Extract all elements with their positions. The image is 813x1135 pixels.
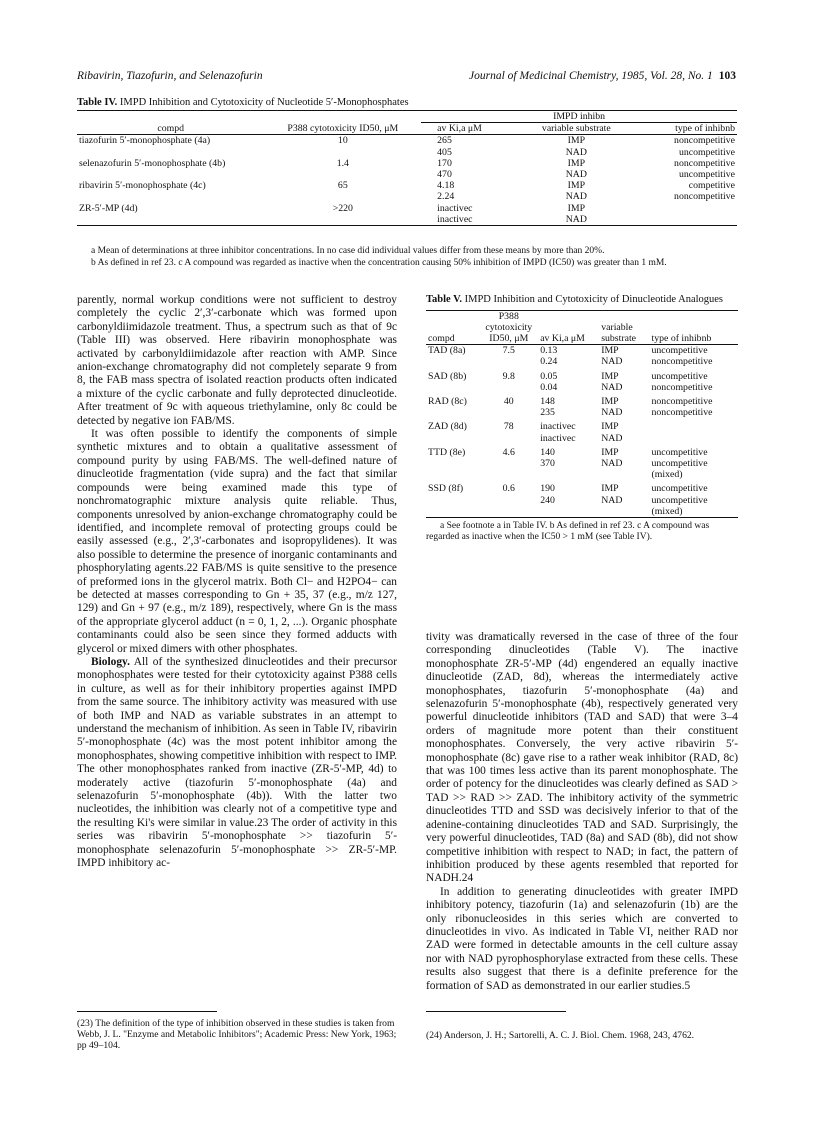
table4-cell-ki: 405: [437, 146, 452, 158]
footnote-24: (24) Anderson, J. H.; Sartorelli, A. C. J. Biol. Chem. 1968, 243, 4762.: [426, 1030, 695, 1041]
table5-body: [426, 345, 738, 518]
table5-cell-compd: [426, 356, 483, 370]
table4-cell-compd: [77, 191, 264, 202]
table5-block: [426, 294, 738, 544]
table-row: [426, 396, 738, 407]
table5-col-p388: P388 cytotoxicity ID50, μM: [485, 310, 533, 344]
table5-cell-ki: 240: [540, 494, 555, 506]
table5-cell-substrate: NAD: [601, 432, 623, 444]
table5-cell-ki: inactivec: [540, 432, 576, 444]
table5-label: Table V.: [426, 294, 462, 305]
table4-col-type: type of inhibnb: [675, 123, 735, 135]
table-row: [426, 407, 738, 421]
footnote-rule-left: [77, 1011, 217, 1012]
table-row: [77, 147, 737, 158]
table-row: [426, 483, 738, 494]
table4-cell-type: noncompetitive: [674, 135, 735, 147]
table5-cell-type: uncompetitive: [651, 446, 708, 458]
table4-cell-compd: [77, 169, 264, 180]
table5-title: IMPD Inhibition and Cytotoxicity of Dinucleotide Analogues: [464, 294, 724, 305]
table4-cell-type: noncompetitive: [674, 191, 735, 203]
table4-cell-ki: 170: [437, 157, 452, 169]
table5-cell-p388: 40: [503, 395, 514, 407]
table-row: [77, 203, 737, 214]
table-row: [77, 191, 737, 202]
table4-cell-ki: 470: [437, 169, 452, 181]
table4-cell-p388: [264, 214, 421, 226]
table4-footnote-bc: b As defined in ref 23. c A compound was regarded as inactive when the concentration causing 50% inhibition of IMPD (IC50) was greater than 1 mM.: [91, 257, 667, 268]
table5-cell-type: uncompetitive: [651, 370, 708, 382]
table-row: [77, 169, 737, 180]
table-row: [426, 495, 738, 518]
left-paragraph-2: It was often possible to identify the components of simple synthetic mixtures and to obtain a qualitative assessment of compound purity by using FAB/MS. The well-defined nature of dinucleotide fragmentation (vide supra) and the fact that similar compounds were being examined made this type of nonchromatographic mixture analysis quite reliable. Thus, components unresolved by anion-exchange chromatography could be identified, and incomplete removal of protecting groups could be easily assessed (e.g., 2′,3′-carbonates and isopropylidenes). It was also possible to determine the presence of inorganic contaminants and phosphorylating agents.22 FAB/MS is quite sensitive to the presence of preformed ions in the glycerol matrix. Both Cl− and H2PO4− can be detected at masses corresponding to Gn + 35, 37 (e.g., m/z 127, 129) and Gn + 97 (e.g., m/z 189), respectively, where Gn is the mass of the appropriate glycerol adduct (n = 0, 1, 2, ...). Organic phosphate contaminants could also be seen since they formed adducts with glycerol or mixed dimers with other phosphates.: [77, 428, 397, 655]
table4-body: [77, 135, 737, 226]
table5-col-type: type of inhibnb: [650, 310, 739, 345]
table5-cell-substrate: NAD: [601, 457, 623, 469]
table4-col-p388: P388 cytotoxicity ID50, μM: [287, 122, 399, 134]
running-header-journal: Journal of Medicinal Chemistry, 1985, Vol. 28, No. 1 103: [469, 70, 736, 82]
table5-cell-substrate: IMP: [601, 395, 619, 407]
table4-footnotes: [77, 246, 737, 269]
table4-cell-substrate: IMP: [567, 202, 586, 214]
table5-cell-substrate: NAD: [601, 494, 623, 506]
table5-cell-p388: [483, 495, 534, 518]
table-row: [77, 214, 737, 226]
left-column: [77, 294, 397, 870]
running-header: [77, 70, 736, 86]
table4-cell-p388: 65: [337, 180, 348, 192]
table4-cell-substrate: IMP: [567, 180, 586, 192]
table5-cell-substrate: IMP: [601, 370, 619, 382]
table5-caption: [426, 294, 738, 307]
footnote-23: (23) The definition of the type of inhibition observed in these studies is taken from Webb, J. L. "Enzyme and Metabolic Inhibitors"; Academic Press: New York, 1963; pp 49–104.: [77, 1018, 397, 1052]
table4-cell-compd: ZR-5′-MP (4d): [79, 202, 138, 214]
left-paragraph-3: Biology. All of the synthesized dinucleotides and their precursor monophosphates were tested for their cytotoxicity against P388 cells in culture, as well as for their inhibitory properties against IMPD from the same source. The inhibitory activity was measured with use of both IMP and NAD as variable substrates in an attempt to understand the mechanism of inhibition. As seen in Table IV, ribavirin 5′-monophosphate (4c) was the most potent inhibitor among the monophosphates, showing competitive inhibition with respect to IMP. The other monophosphates ranked from inactive (ZR-5′-MP, 4d) to moderately active (tiazofurin 5′-monophosphate (4a) and selenazofurin 5′-monophosphate (4b)). With the latter two nucleotides, the inhibition was clearly not of a competitive type and the resulting Ki's were similar in value.23 The order of activity in this series was ribavirin 5′-monophosphate >> tiazofurin 5′-monophosphate selenazofurin 5′-monophosphate >> ZR-5′-MP. IMPD inhibitory ac-: [77, 655, 397, 870]
left-paragraph-1: parently, normal workup conditions were not sufficient to destroy completely the cyclic 2′,3′-carbonate which was formed upon carbonyldiimidazole treatment. Thus, a spectrum such as that of 9c (Table III) was observed. Here ribavirin monophosphate was activated by carbonyldiimidazole after reaction with AMP. Since anion-exchange chromatography did not completely separate 9 from 8, the FAB mass spectra of isolated reaction products often indicated a mixture of the cyclic carbonate and fully deprotected dinucleotide. After treatment of 9c with aqueous triethylamine, only 8c could be detected by negative ion FAB/MS.: [77, 294, 397, 427]
table5-cell-p388: [483, 458, 534, 483]
table4-cell-type: uncompetitive: [678, 146, 735, 158]
table5-cell-compd: [426, 458, 483, 483]
table5-cell-ki: 370: [540, 457, 555, 469]
table4-cell-compd: selenazofurin 5′-monophosphate (4b): [79, 157, 226, 169]
running-header-title: Ribavirin, Tiazofurin, and Selenazofurin: [77, 70, 263, 82]
right-paragraph-1: tivity was dramatically reversed in the case of three of the four corresponding dinucleotides (Table V). The inactive monophosphate ZR-5′-MP (4d) engendered an equally inactive dinucleotide (ZAD, 8d), whereas the intermediately active monophosphates, tiazofurin 5′-monophosphate (4a) and selenazofurin 5′-monophosphate (4b), respectively generated very powerful dinucleotide inhibitors (TAD and SAD) that were 3–4 orders of magnitude more potent than their constituent monophosphates. Conversely, the very active ribavirin 5′-monophosphate (8c) gave rise to a rather weak inhibitor (RAD, 8c) that was 100 times less active than its parent monophosphate. The order of potency for the dinucleotides was clearly defined as SAD > TAD >> RAD >> ZAD. The inhibitory activity of the symmetric dinucleotides TTD and SSD was decisively inferior to that of the adenine-containing dinucleotides TAD and SAD. Surprisingly, the very powerful dinucleotides, TAD (8a) and SAD (8b), did not show competitive inhibition with respect to NAD; in fact, the pattern of inhibition produced by these agents resembled that reported for NADH.24: [426, 631, 738, 885]
table5-cell-compd: TTD (8e): [428, 446, 466, 458]
table5-cell-ki: 148: [540, 395, 555, 407]
page-number: 103: [718, 70, 736, 82]
table4-cell-type: noncompetitive: [674, 157, 735, 169]
table5-cell-compd: SSD (8f): [428, 483, 464, 495]
table5: [426, 310, 738, 518]
table5-cell-compd: [426, 433, 483, 447]
table5-cell-p388: [483, 356, 534, 370]
table4-group-header: IMPD inhibn: [421, 111, 737, 123]
table-row: [426, 421, 738, 432]
table4-cell-substrate: NAD: [565, 169, 587, 181]
table-row: [426, 447, 738, 458]
table5-cell-compd: TAD (8a): [428, 345, 466, 357]
table4-cell-type: [630, 203, 737, 214]
table5-cell-substrate: IMP: [601, 345, 619, 357]
table-row: [77, 158, 737, 169]
table4-cell-substrate: IMP: [567, 135, 586, 147]
table5-cell-compd: ZAD (8d): [428, 421, 467, 433]
table5-cell-ki: 0.13: [540, 345, 558, 357]
table5-cell-type: noncompetitive: [651, 407, 713, 419]
table4-cell-substrate: NAD: [565, 213, 587, 225]
table5-cell-p388: [483, 382, 534, 396]
table5-cell-compd: [426, 382, 483, 396]
table5-cell-type: noncompetitive: [651, 381, 713, 393]
table4-col-ki: av Ki,a μM: [437, 123, 482, 135]
table5-cell-ki: 0.24: [540, 356, 558, 368]
table-row: [426, 356, 738, 370]
table5-cell-p388: [483, 407, 534, 421]
right-paragraph-2: In addition to generating dinucleotides with greater IMPD inhibitory potency, tiazofurin (1a) and selenazofurin (1b) are the only ribonucleosides in this series which are converted to dinucleotides in vivo. As indicated in Table VI, neither RAD nor ZAD were formed in detectable amounts in the cell culture assay nor with NAD pyrophosphorylase extracted from these cells. These results also suggest that there is a definite preference for the formation of SAD as demonstrated in our earlier studies.5: [426, 885, 738, 992]
table5-cell-compd: SAD (8b): [428, 370, 467, 382]
table5-cell-type: uncompetitive: [651, 345, 708, 357]
table-row: [426, 345, 738, 357]
right-column: [426, 631, 738, 993]
table5-cell-substrate: NAD: [601, 356, 623, 368]
table4-label: Table IV.: [77, 97, 118, 108]
table5-cell-substrate: NAD: [601, 407, 623, 419]
table5-cell-ki: 0.04: [540, 381, 558, 393]
table5-cell-ki: 235: [540, 407, 555, 419]
table4-cell-type: uncompetitive: [678, 169, 735, 181]
table5-cell-compd: RAD (8c): [428, 395, 467, 407]
table-row: [77, 180, 737, 191]
table5-col-compd: compd: [426, 310, 483, 345]
table4-cell-ki: inactivec: [437, 213, 473, 225]
table5-cell-type: uncompetitive (mixed): [651, 494, 708, 517]
table4-cell-p388: >220: [332, 202, 353, 214]
table5-cell-ki: 140: [540, 446, 555, 458]
table5-cell-p388: 4.6: [502, 446, 515, 458]
table5-cell-type: [650, 421, 739, 432]
table5-cell-p388: 78: [503, 421, 514, 433]
table-row: [426, 382, 738, 396]
table5-cell-p388: 9.8: [502, 370, 515, 382]
table5-cell-type: uncompetitive: [651, 483, 708, 495]
table5-cell-type: uncompetitive (mixed): [651, 457, 708, 481]
table4-cell-ki: 2.24: [437, 191, 455, 203]
table5-cell-type: noncompetitive: [651, 395, 713, 407]
table4-cell-compd: ribavirin 5′-monophosphate (4c): [79, 180, 206, 192]
table4-cell-p388: 10: [337, 135, 348, 147]
table5-col-substrate: variable substrate: [593, 310, 649, 345]
table5-cell-substrate: IMP: [601, 446, 619, 458]
table5-cell-ki: 190: [540, 483, 555, 495]
table-row: [77, 135, 737, 147]
table-row: [426, 458, 738, 483]
table4-cell-compd: tiazofurin 5′-monophosphate (4a): [79, 135, 211, 147]
table4-cell-compd: [77, 147, 264, 158]
table5-cell-substrate: IMP: [601, 483, 619, 495]
table4-col-substrate: variable substrate: [541, 123, 611, 135]
table5-cell-p388: 0.6: [502, 483, 515, 495]
table4-cell-ki: 265: [437, 135, 452, 147]
table5-cell-substrate: IMP: [601, 421, 619, 433]
table4-col-compd: compd: [157, 122, 185, 134]
table4-cell-p388: [264, 147, 421, 158]
table4-cell-p388: [264, 191, 421, 202]
biology-heading: Biology.: [91, 655, 130, 668]
table4-title: IMPD Inhibition and Cytotoxicity of Nucleotide 5′-Monophosphates: [119, 97, 409, 108]
table-row: [426, 433, 738, 447]
table5-col-ki: av Ki,a μM: [534, 310, 593, 345]
table4-cell-substrate: NAD: [565, 191, 587, 203]
table4-footnote-a: a Mean of determinations at three inhibitor concentrations. In no case did individual values differ from these means by more than 20%.: [91, 246, 605, 256]
table4-cell-compd: [77, 214, 264, 226]
table4: [77, 110, 737, 226]
table4-cell-substrate: IMP: [567, 157, 586, 169]
footnote-rule-right: [426, 1011, 566, 1012]
table5-cell-compd: [426, 495, 483, 518]
table4-cell-type: competitive: [688, 180, 735, 192]
table4-cell-ki: inactivec: [437, 202, 473, 214]
table5-cell-substrate: NAD: [601, 381, 623, 393]
table5-cell-ki: 0.05: [540, 370, 558, 382]
table5-cell-type: noncompetitive: [651, 356, 713, 368]
table-row: [426, 371, 738, 382]
table5-cell-compd: [426, 407, 483, 421]
table5-cell-p388: [483, 433, 534, 447]
table4-caption: [77, 97, 409, 108]
table4-cell-substrate: NAD: [565, 146, 587, 158]
table4-cell-ki: 4.18: [437, 180, 455, 192]
table4-cell-p388: [264, 169, 421, 180]
table5-cell-ki: inactivec: [540, 421, 576, 433]
table4-cell-type: [630, 214, 737, 226]
table5-cell-p388: 7.5: [502, 345, 515, 357]
table5-cell-type: [650, 433, 739, 447]
table4-cell-p388: 1.4: [336, 157, 349, 169]
table5-footnotes: a See footnote a in Table IV. b As defined in ref 23. c A compound was regarded as inactive when the IC50 > 1 mM (see Table IV).: [426, 520, 710, 543]
